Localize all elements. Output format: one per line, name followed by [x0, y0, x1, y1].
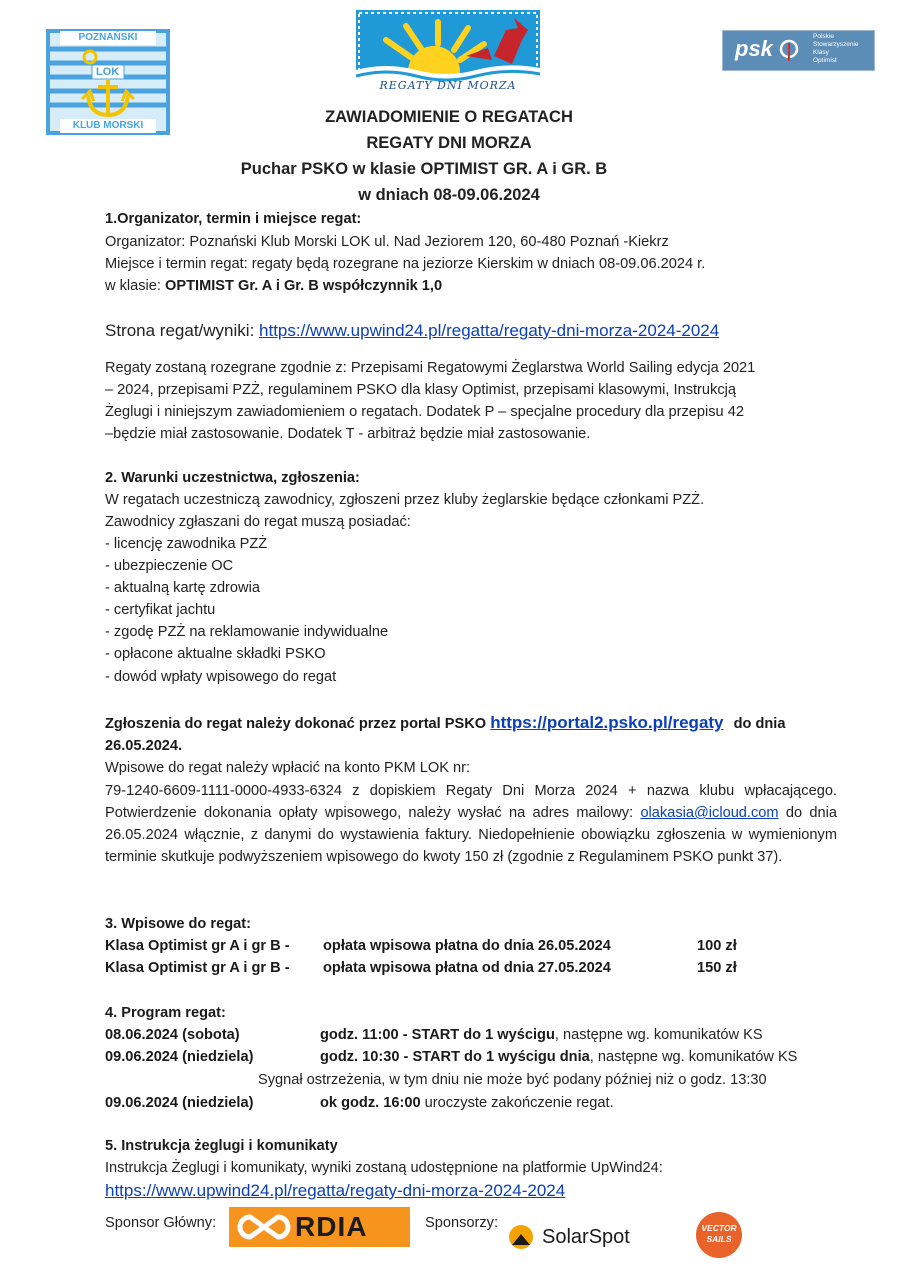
psko-line3: Klasy [813, 49, 829, 56]
psko-sail-icon [779, 39, 799, 61]
fee-text-2: do dnia 26.05.2024 włącznie, z danymi do wystawienia faktury. Niedopełnienie obowiązku zgłoszenia w wymienionym terminie skutkuje podwyższeniem wpisowego do kwoty 150 zł (zgodnie z Regulaminem PSKO punkt 37). [105, 805, 837, 865]
instructions-text: Instrukcja Żeglugi i komunikaty, wyniki zostaną udostępnione na platformie UpWind24: [105, 1160, 663, 1176]
site-link[interactable]: https://www.upwind24.pl/regatta/regaty-dni-morza-2024-2024 [259, 321, 720, 340]
fee-account-line: Wpisowe do regat należy wpłacić na konto PKM LOK nr: [105, 760, 471, 776]
results-link[interactable]: https://www.upwind24.pl/regatta/regaty-dni-morza-2024-2024 [105, 1181, 566, 1200]
registration-portal-link[interactable]: https://portal2.psko.pl/regaty [490, 713, 724, 732]
main-sponsor-label: Sponsor Główny: [105, 1215, 217, 1231]
class-prefix: w klasie: [105, 278, 166, 294]
registration-line [105, 712, 785, 735]
section-3-heading: 3. Wpisowe do regat: [105, 916, 251, 932]
title-line-2: REGATY DNI MORZA [366, 134, 532, 152]
requirement-item: - certyfikat jachtu [105, 602, 216, 618]
program-entry-3-rest: uroczyste zakończenie regat. [420, 1095, 614, 1111]
section-2-heading: 2. Warunki uczestnictwa, zgłoszenia: [105, 470, 360, 486]
lok-middle-text: LOK [96, 66, 120, 78]
title-line-1: ZAWIADOMIENIE O REGATACH [325, 108, 573, 126]
program-entry-1-rest: , następne wg. komunikatów KS [554, 1027, 763, 1043]
organizer-text: Organizator: Poznański Klub Morski LOK ul. Nad Jeziorem 120, 60-480 Poznań -Kiekrz [105, 234, 669, 250]
program-entry-2-bold: godz. 10:30 - START do 1 wyścigu dnia [320, 1049, 590, 1065]
title-line-4: w dniach 08-09.06.2024 [358, 186, 540, 204]
event-logo-text: REGATY DNI MORZA [379, 79, 517, 92]
requirement-item: - licencję zawodnika PZŻ [105, 536, 268, 552]
site-label: Strona regat/wyniki: [105, 321, 260, 340]
requirement-item: - opłacone aktualne składki PSKO [105, 646, 326, 662]
cordia-logo [229, 1207, 410, 1247]
rules-line-2: – 2024, przepisami PZŻ, regulaminem PSKO dla klasy Optimist, przepisami klasowymi, Instrukcją [105, 382, 736, 398]
sponsors-label: Sponsorzy: [425, 1215, 499, 1231]
requirement-item: - dowód wpłaty wpisowego do regat [105, 669, 337, 685]
program-date-2: 09.06.2024 (niedziela) [105, 1049, 254, 1065]
program-entry-1 [320, 1025, 763, 1045]
sails-text: SAILS [706, 1234, 732, 1244]
psko-logo [722, 30, 875, 71]
vector-text: VECTOR [701, 1223, 737, 1233]
fee-row-class: Klasa Optimist gr A i gr B - [105, 960, 290, 976]
psko-line1: Polskie [813, 33, 834, 40]
rules-line-3: Żeglugi i niniejszym zawiadomieniem o regatach. Dodatek P – specjalne procedury dla przepisu 42 [105, 404, 744, 420]
program-entry-2 [320, 1047, 797, 1067]
program-entry-2-rest: , następne wg. komunikatów KS [589, 1049, 798, 1065]
program-entry-1-bold: godz. 11:00 - START do 1 wyścigu [320, 1027, 555, 1043]
class-line [105, 276, 442, 296]
participation-intro-2: Zawodnicy zgłaszani do regat muszą posiadać: [105, 514, 411, 530]
psko-line2: Stowarzyszenie [813, 41, 859, 48]
registration-suffix: do dnia [729, 716, 786, 732]
class-bold: OPTIMIST Gr. A i Gr. B współczynnik 1,0 [165, 278, 443, 294]
warning-signal-note: Sygnał ostrzeżenia, w tym dniu nie może być podany później niż o godz. 13:30 [258, 1072, 767, 1088]
solarspot-logo [508, 1222, 658, 1252]
section-5-heading: 5. Instrukcja żeglugi i komunikaty [105, 1138, 338, 1154]
cordia-infinity-icon [235, 1213, 293, 1241]
section-1-heading: 1.Organizator, termin i miejsce regat: [105, 211, 362, 227]
fee-text-1: 79-1240-6609-1111-0000-4933-6324 z dopiskiem Regaty Dni Morza 2024 + nazwa klubu wpłacającego. Potwierdzenie dokonania opłaty wpisowego, należy wysłać na adres mailowy: [105, 783, 837, 821]
program-entry-3 [320, 1093, 614, 1113]
rules-line-4: –będzie miał zastosowanie. Dodatek T - arbitraż będzie miał zastosowanie. [105, 426, 591, 442]
solarspot-text: SolarSpot [542, 1226, 630, 1248]
fee-paragraph [105, 780, 837, 868]
participation-intro-1: W regatach uczestniczą zawodnicy, zgłoszeni przez kluby żeglarskie będące członkami PZŻ. [105, 492, 705, 508]
psko-brand-text: psk [735, 36, 773, 61]
program-date-3: 09.06.2024 (niedziela) [105, 1095, 254, 1111]
event-logo [356, 10, 540, 98]
fee-row-amount: 150 zł [697, 960, 737, 976]
fee-row-desc: opłata wpisowa płatna od dnia 27.05.2024 [323, 960, 611, 976]
fee-row-desc: opłata wpisowa płatna do dnia 26.05.2024 [323, 938, 611, 954]
fee-row-class: Klasa Optimist gr A i gr B - [105, 938, 290, 954]
registration-date: 26.05.2024. [105, 738, 183, 754]
solarspot-icon [508, 1225, 534, 1249]
lok-bottom-text: KLUB MORSKI [72, 120, 144, 131]
lok-top-text: POZNAŃSKI [78, 32, 138, 43]
vector-sails-logo [696, 1212, 742, 1258]
program-entry-3-bold: ok godz. 16:00 [320, 1095, 421, 1111]
registration-prefix: Zgłoszenia do regat należy dokonać przez portal PSKO [105, 716, 491, 732]
section-4-heading: 4. Program regat: [105, 1005, 226, 1021]
site-line [105, 320, 719, 342]
place-text: Miejsce i termin regat: regaty będą rozegrane na jeziorze Kierskim w dniach 08-09.06.2024 r. [105, 256, 706, 272]
requirement-item: - zgodę PZŻ na reklamowanie indywidualne [105, 624, 389, 640]
title-line-3: Puchar PSKO w klasie OPTIMIST GR. A i GR. B [240, 160, 608, 178]
psko-line4: Optimist [813, 57, 837, 64]
requirement-item: - aktualną kartę zdrowia [105, 580, 260, 596]
program-date-1: 08.06.2024 (sobota) [105, 1027, 240, 1043]
requirement-item: - ubezpieczenie OC [105, 558, 234, 574]
email-link[interactable]: olakasia@icloud.com [640, 805, 779, 821]
fee-row-amount: 100 zł [697, 938, 737, 954]
rules-line-1: Regaty zostaną rozegrane zgodnie z: Przepisami Regatowymi Żeglarstwa World Sailing edycja 2021 [105, 360, 756, 376]
cordia-text: RDIA [295, 1211, 368, 1242]
